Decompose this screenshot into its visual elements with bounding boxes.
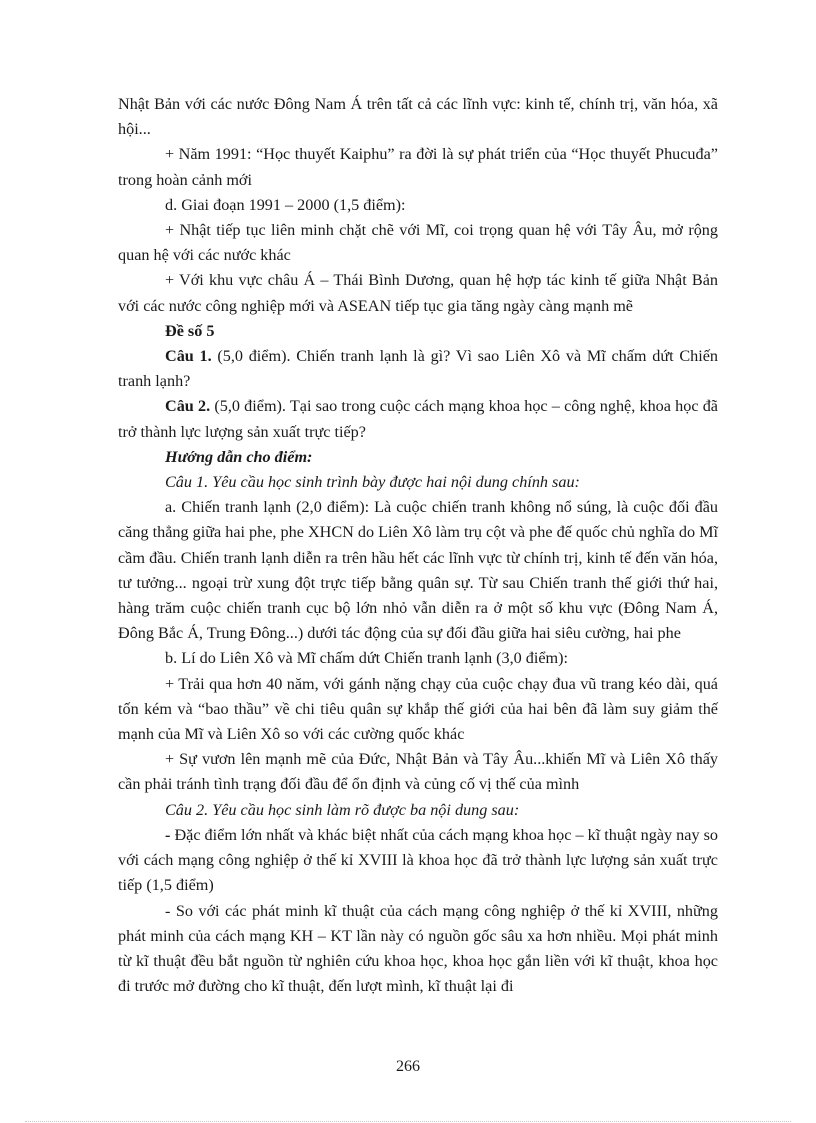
paragraph-lead: Câu 2. [165, 397, 211, 416]
paragraph-text: Nhật Bản với các nước Đông Nam Á trên tất cả các lĩnh vực: kinh tế, chính trị, văn hóa, xã hội... [118, 95, 718, 139]
paragraph [118, 646, 718, 671]
paragraph [118, 445, 718, 470]
page-number: 266 [396, 1058, 420, 1075]
paragraph-text: (5,0 điểm). Chiến tranh lạnh là gì? Vì sao Liên Xô và Mĩ chấm dứt Chiến tranh lạnh? [118, 347, 718, 391]
paragraph-text: Đặc điểm lớn nhất và khác biệt nhất của cách mạng khoa học – kĩ thuật ngày nay so với cách mạng công nghiệp ở thế kỉ XVIII là khoa học đã trở thành lực lượng sản xuất trực tiếp (1,5 điểm) [118, 825, 718, 895]
paragraph [118, 823, 718, 899]
paragraph [118, 470, 718, 495]
paragraph-text: + Nhật tiếp tục liên minh chặt chẽ với Mĩ, coi trọng quan hệ với Tây Âu, mở rộng quan hệ với các nước khác [118, 221, 718, 265]
paragraph-lead: - [165, 825, 171, 844]
paragraph-text: a. Chiến tranh lạnh (2,0 điểm): Là cuộc chiến tranh không nổ súng, là cuộc đối đầu căng thẳng giữa hai phe, phe XHCN do Liên Xô làm trụ cột và phe đế quốc chủ nghĩa do Mĩ cầm đầu. Chiến tranh lạnh diễn ra trên hầu hết các lĩnh vực từ chính trị, kinh tế đến văn hóa, tư tưởng... ngoại trừ xung đột trực tiếp bằng quân sự. Từ sau Chiến tranh thế giới thứ hai, hàng trăm cuộc chiến tranh cục bộ lớn nhỏ vẫn diễn ra ở một số khu vực (Đông Nam Á, Đông Bắc Á, Trung Đông...) dưới tác động của sự đối đầu giữa hai siêu cường, hai phe [118, 498, 718, 643]
paragraph-text: b. Lí do Liên Xô và Mĩ chấm dứt Chiến tranh lạnh (3,0 điểm): [165, 649, 569, 668]
paragraph-text: + Với khu vực châu Á – Thái Bình Dương, quan hệ hợp tác kinh tế giữa Nhật Bản với các nước công nghiệp mới và ASEAN tiếp tục gia tăng ngày càng mạnh mẽ [118, 271, 718, 315]
paragraph-text: + Trải qua hơn 40 năm, với gánh nặng chạy của cuộc chạy đua vũ trang kéo dài, quá tốn kém và “bao thầu” về chi tiêu quân sự khắp thế giới của hai bên đã làm suy giảm thế mạnh của Mĩ và Liên Xô so với các cường quốc khác [118, 674, 718, 744]
paragraph-text: Câu 1. Yêu cầu học sinh trình bày được hai nội dung chính sau: [165, 473, 580, 492]
paragraph-text: + Sự vươn lên mạnh mẽ của Đức, Nhật Bản và Tây Âu...khiến Mĩ và Liên Xô thấy cần phải tránh tình trạng đối đầu để ổn định và củng cố vị thế của mình [118, 750, 718, 794]
paragraph [118, 319, 718, 344]
paragraph [118, 747, 718, 797]
paragraph-text: Câu 2. Yêu cầu học sinh làm rõ được ba nội dung sau: [165, 800, 520, 819]
paragraph [118, 268, 718, 318]
paragraph [118, 142, 718, 192]
paragraph-text: Hướng dẫn cho điểm: [165, 447, 313, 466]
paragraph-lead: Câu 1. [165, 347, 212, 366]
paragraph [118, 193, 718, 218]
paragraph [118, 495, 718, 646]
paragraph-text: - So với các phát minh kĩ thuật của cách mạng công nghiệp ở thế kỉ XVIII, những phát minh của cách mạng KH – KT lần này có nguồn gốc sâu xa hơn nhiều. Mọi phát minh từ kĩ thuật đều bắt nguồn từ nghiên cứu khoa học, khoa học gắn liền với kĩ thuật, khoa học đi trước mở đường cho kĩ thuật, đến lượt mình, kĩ thuật lại đi [118, 901, 718, 996]
paragraph-text: d. Giai đoạn 1991 – 2000 (1,5 điểm): [165, 195, 406, 214]
page-border-dotted [25, 1121, 791, 1122]
paragraph [118, 218, 718, 268]
paragraph [118, 394, 718, 444]
paragraph-text: + Năm 1991: “Học thuyết Kaiphu” ra đời là sự phát triển của “Học thuyết Phucuđa” trong hoàn cảnh mới [118, 145, 718, 189]
paragraph [118, 92, 718, 142]
paragraph-text: Đề số 5 [165, 321, 215, 340]
paragraph [118, 798, 718, 823]
paragraph [118, 899, 718, 1000]
paragraph [118, 672, 718, 748]
paragraph [118, 344, 718, 394]
paragraph-text: (5,0 điểm). Tại sao trong cuộc cách mạng khoa học – công nghệ, khoa học đã trở thành lực lượng sản xuất trực tiếp? [118, 397, 718, 441]
page-body [118, 92, 718, 999]
